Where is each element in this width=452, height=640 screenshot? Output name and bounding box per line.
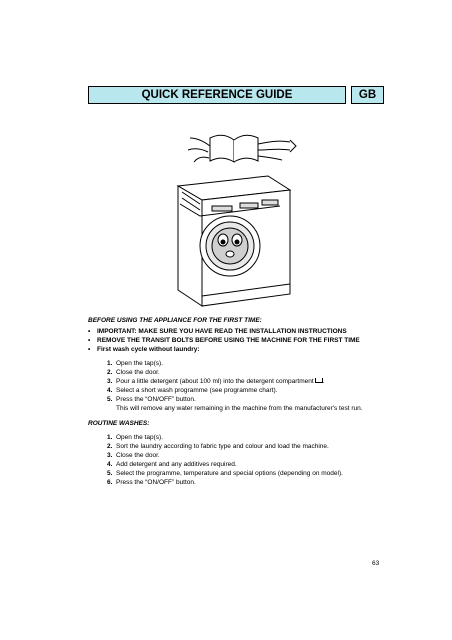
language-badge: GB xyxy=(351,86,384,104)
list-item: 3. Pour a little detergent (about 100 ml) into the detergent compartment . xyxy=(107,378,325,385)
list-item: 3. Close the door. xyxy=(107,452,160,459)
first-time-heading: BEFORE USING THE APPLIANCE FOR THE FIRST TIME: xyxy=(88,317,262,324)
washing-machine-icon xyxy=(178,176,290,306)
page-number: 63 xyxy=(372,560,380,567)
page-title: QUICK REFERENCE GUIDE xyxy=(88,86,346,104)
instructions xyxy=(88,316,383,493)
routine-wash-steps xyxy=(88,433,383,487)
first-wash-steps xyxy=(88,359,383,413)
list-item: 4. Select a short wash programme (see programme chart). xyxy=(107,387,278,394)
list-item: 5. Select the programme, temperature and special options (depending on model). xyxy=(107,470,343,477)
list-item: 2. Close the door. xyxy=(107,369,160,376)
important-bullet: • IMPORTANT: MAKE SURE YOU HAVE READ THE INSTALLATION INSTRUCTIONS xyxy=(88,328,347,335)
list-item: 5. Press the “ON/OFF” button. This will remove any water remaining in the machine from the manufacturer's test run. xyxy=(107,396,363,412)
routine-washes-heading: ROUTINE WASHES: xyxy=(88,420,150,427)
hands-reading-manual-icon xyxy=(188,135,296,162)
detergent-compartment-icon xyxy=(315,378,323,383)
list-item: 1. Open the tap(s). xyxy=(107,434,163,441)
list-item: 2. Sort the laundry according to fabric type and colour and load the machine. xyxy=(107,443,329,450)
list-item: 1. Open the tap(s). xyxy=(107,360,163,367)
list-item: 6. Press the “ON/OFF” button. xyxy=(107,479,196,486)
list-item: 4. Add detergent and any additives required. xyxy=(107,461,237,468)
transit-bolts-bullet: • REMOVE THE TRANSIT BOLTS BEFORE USING THE MACHINE FOR THE FIRST TIME xyxy=(88,337,360,344)
washing-machine-illustration xyxy=(150,128,300,308)
first-wash-bullet: • First wash cycle without laundry: xyxy=(88,346,200,353)
